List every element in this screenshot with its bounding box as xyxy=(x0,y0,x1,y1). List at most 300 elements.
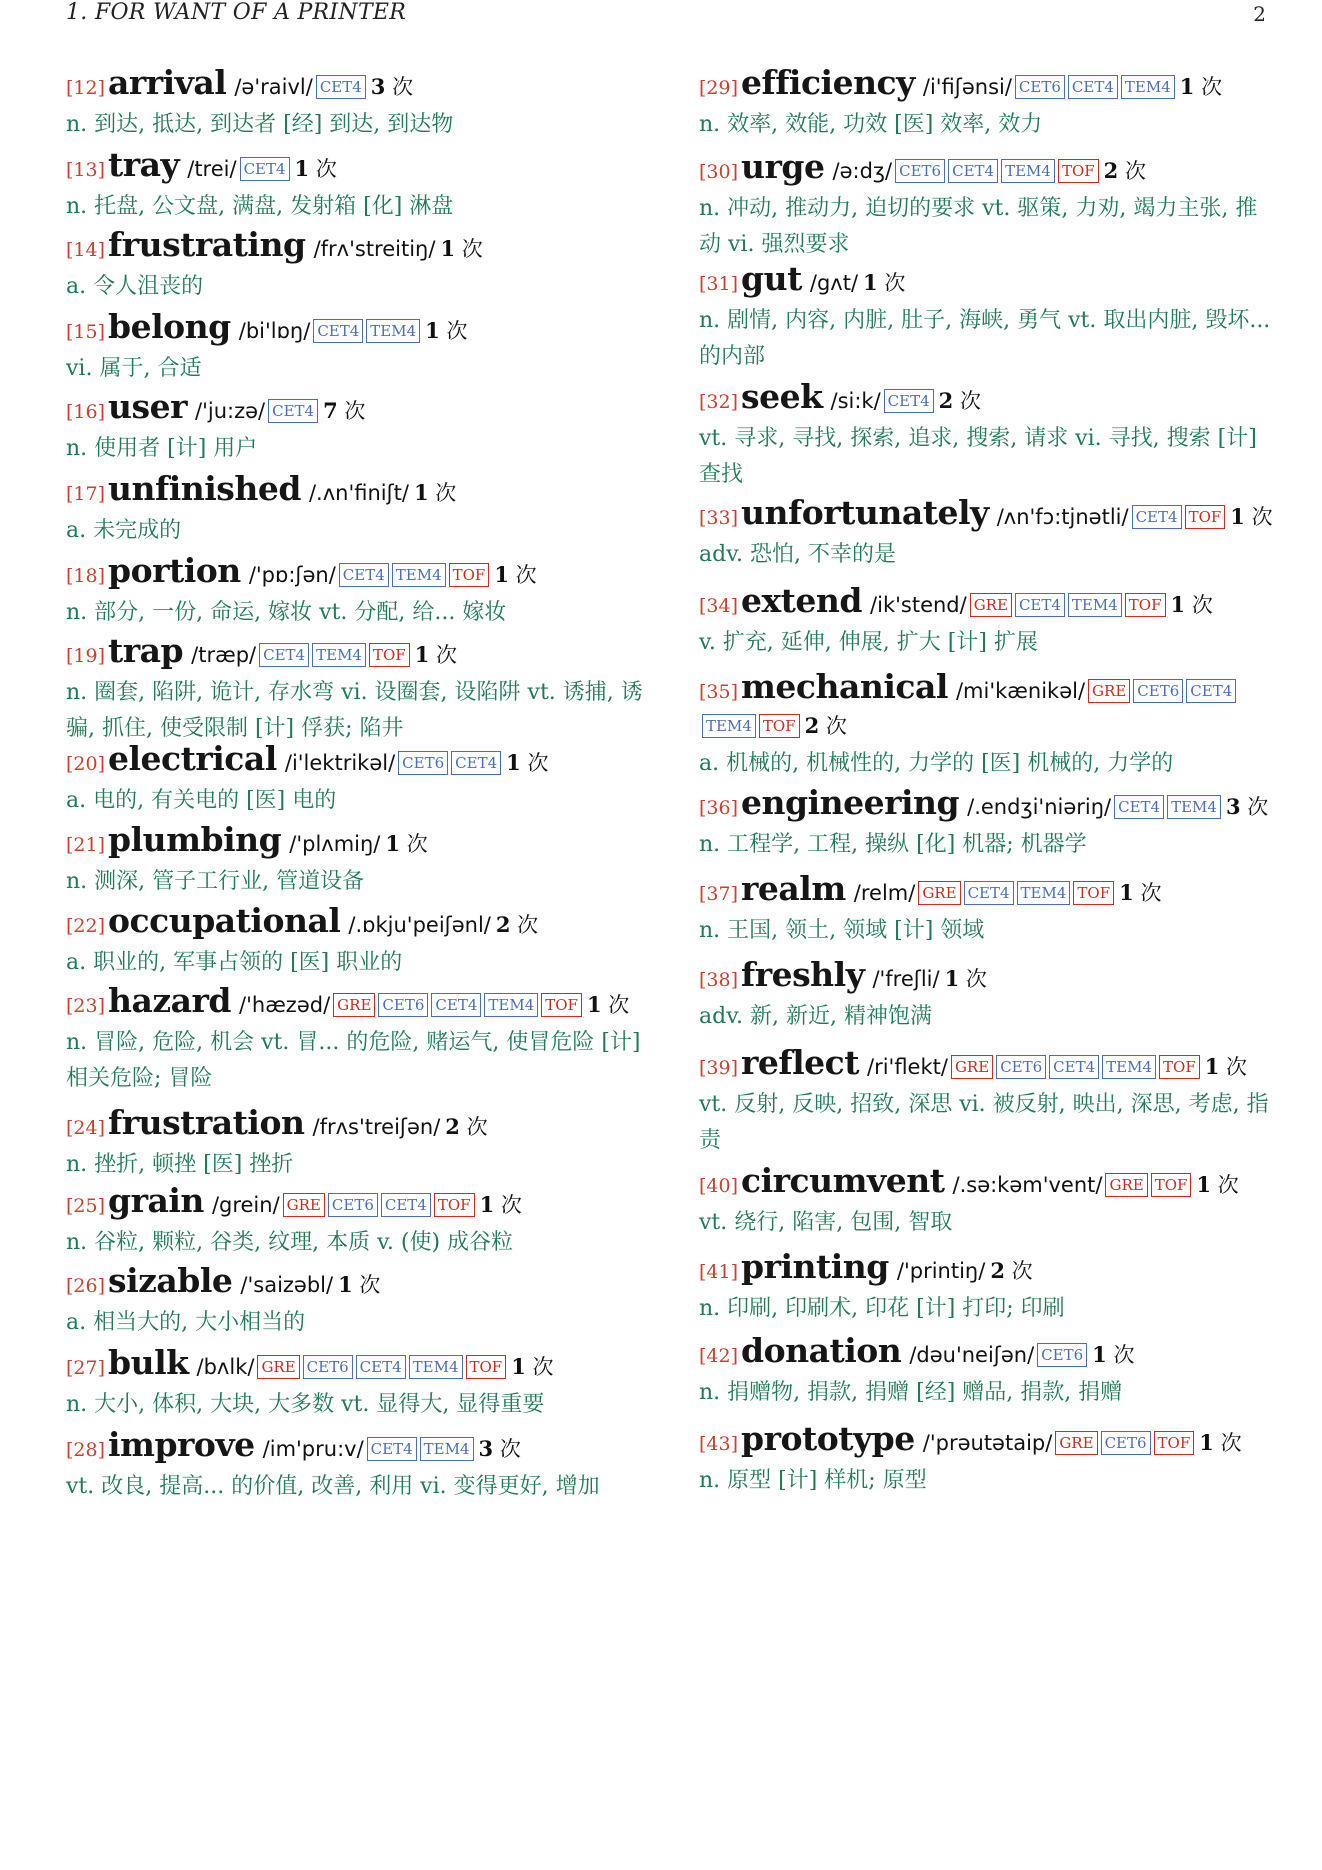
frequency-unit: 次 xyxy=(315,157,337,181)
definition: n. 测深, 管子工行业, 管道设备 xyxy=(66,869,365,894)
frequency-unit: 次 xyxy=(884,271,906,295)
vocab-entry xyxy=(66,469,644,549)
entry-headline xyxy=(66,631,644,673)
vocab-entry xyxy=(699,259,1277,375)
exam-tag: CET4 xyxy=(381,1193,431,1217)
exam-tag: CET4 xyxy=(268,399,318,423)
exam-tag: CET6 xyxy=(328,1193,378,1217)
chapter-title: 1. FOR WANT OF A PRINTER xyxy=(66,0,407,25)
definition: vt. 绕行, 陷害, 包围, 智取 xyxy=(699,1210,953,1235)
entry-headline xyxy=(699,667,1277,744)
exam-tag: GRE xyxy=(918,881,960,905)
frequency-number: 1 xyxy=(413,480,429,505)
pronunciation: /si:k/ xyxy=(830,389,881,413)
exam-tag: CET4 xyxy=(339,563,389,587)
frequency-unit: 次 xyxy=(965,967,987,991)
definition: a. 相当大的, 大小相当的 xyxy=(66,1310,306,1335)
exam-tag: CET4 xyxy=(431,993,481,1017)
entry-number: [23] xyxy=(66,995,106,1017)
frequency-count xyxy=(479,1437,521,1461)
vocab-entry xyxy=(699,1043,1277,1159)
exam-tag: CET6 xyxy=(378,993,428,1017)
exam-tag: GRE xyxy=(283,1193,325,1217)
frequency-count xyxy=(1230,505,1272,529)
pronunciation: /trei/ xyxy=(187,157,237,181)
headword: user xyxy=(108,387,187,426)
pronunciation: /frʌ'streitiŋ/ xyxy=(313,237,436,261)
pronunciation: /dəu'neiʃən/ xyxy=(909,1343,1035,1367)
headword: extend xyxy=(741,581,862,620)
pronunciation: /bʌlk/ xyxy=(196,1355,255,1379)
frequency-unit: 次 xyxy=(515,563,537,587)
frequency-count xyxy=(480,1193,522,1217)
entry-number: [27] xyxy=(66,1357,106,1379)
vocab-entry xyxy=(699,955,1277,1035)
headword: occupational xyxy=(108,901,341,940)
definition: a. 电的, 有关电的 [医] 电的 xyxy=(66,788,337,813)
entry-number: [43] xyxy=(699,1433,739,1455)
exam-tag: TEM4 xyxy=(702,714,756,738)
exam-tag: TEM4 xyxy=(1068,593,1122,617)
frequency-count xyxy=(945,967,987,991)
pronunciation: /'ju:zə/ xyxy=(195,399,266,423)
definition: n. 谷粒, 颗粒, 谷类, 纹理, 本质 v. (使) 成谷粒 xyxy=(66,1230,514,1255)
definition: n. 使用者 [计] 用户 xyxy=(66,436,258,461)
entry-number: [15] xyxy=(66,321,106,343)
frequency-count xyxy=(414,481,456,505)
vocab-entry xyxy=(66,551,644,631)
entry-headline xyxy=(699,377,1277,419)
pronunciation: /ik'stend/ xyxy=(870,593,967,617)
definition: vt. 反射, 反映, 招致, 深思 vi. 被反射, 映出, 深思, 考虑, 指责 xyxy=(699,1092,1269,1153)
vocab-entry xyxy=(66,631,644,747)
frequency-count xyxy=(425,319,467,343)
exam-tag: CET4 xyxy=(451,751,501,775)
frequency-count xyxy=(990,1259,1032,1283)
exam-tag: TEM4 xyxy=(1017,881,1071,905)
exam-tag: TOF xyxy=(466,1355,507,1379)
pronunciation: /'freʃli/ xyxy=(872,967,940,991)
headword: belong xyxy=(108,307,231,346)
exam-tag: CET6 xyxy=(895,159,945,183)
entry-number: [18] xyxy=(66,565,106,587)
vocab-entry xyxy=(66,307,644,387)
definition: a. 机械的, 机械性的, 力学的 [医] 机械的, 力学的 xyxy=(699,751,1174,776)
frequency-unit: 次 xyxy=(825,714,847,738)
frequency-unit: 次 xyxy=(1140,881,1162,905)
entry-number: [14] xyxy=(66,239,106,261)
exam-tag: CET4 xyxy=(367,1437,417,1461)
frequency-unit: 次 xyxy=(392,75,414,99)
pronunciation: /'pɒ:ʃən/ xyxy=(248,563,336,587)
vocab-entry xyxy=(699,1161,1277,1241)
entry-headline xyxy=(699,783,1277,825)
exam-tag: GRE xyxy=(970,593,1012,617)
entry-headline xyxy=(699,147,1277,189)
pronunciation: /'prəutətaip/ xyxy=(922,1431,1053,1455)
headword: portion xyxy=(108,551,241,590)
vocab-entry xyxy=(66,1425,644,1505)
definition: n. 圈套, 陷阱, 诡计, 存水弯 vi. 设圈套, 设陷阱 vt. 诱捕, 诱骗, 抓住, 使受限制 [计] 俘获; 陷井 xyxy=(66,680,643,741)
entry-headline xyxy=(66,469,644,511)
vocab-entry xyxy=(66,1261,644,1341)
frequency-unit: 次 xyxy=(1113,1343,1135,1367)
entry-headline xyxy=(66,1103,644,1145)
frequency-count xyxy=(338,1273,380,1297)
headword: donation xyxy=(741,1331,902,1370)
entry-number: [34] xyxy=(699,595,739,617)
definition: a. 未完成的 xyxy=(66,518,182,543)
frequency-number: 1 xyxy=(1092,1342,1107,1367)
entry-headline xyxy=(66,820,644,862)
frequency-unit: 次 xyxy=(436,643,457,667)
frequency-unit: 次 xyxy=(406,832,428,856)
vocab-entry xyxy=(699,869,1277,949)
headword: grain xyxy=(108,1181,204,1220)
entry-headline xyxy=(699,63,1277,105)
frequency-number: 2 xyxy=(990,1258,1005,1283)
frequency-count xyxy=(371,75,413,99)
frequency-number: 3 xyxy=(1225,794,1241,819)
frequency-unit: 次 xyxy=(527,751,549,775)
exam-tag: CET6 xyxy=(1101,1431,1151,1455)
pronunciation: /i'fiʃənsi/ xyxy=(922,75,1012,99)
headword: realm xyxy=(741,869,846,908)
frequency-unit: 次 xyxy=(959,389,981,413)
definition: n. 捐赠物, 捐款, 捐赠 [经] 赠品, 捐款, 捐赠 xyxy=(699,1380,1123,1405)
frequency-number: 2 xyxy=(804,713,820,738)
entry-headline xyxy=(66,63,644,105)
exam-tag: TEM4 xyxy=(312,643,366,667)
frequency-number: 2 xyxy=(445,1114,460,1139)
entry-number: [31] xyxy=(699,273,739,295)
definition: n. 冒险, 危险, 机会 vt. 冒... 的危险, 赌运气, 使冒危险 [计] 相关危险; 冒险 xyxy=(66,1030,641,1091)
definition: a. 职业的, 军事占领的 [医] 职业的 xyxy=(66,950,403,975)
vocab-entry xyxy=(699,783,1277,863)
frequency-unit: 次 xyxy=(446,319,468,343)
pronunciation: /ri'flekt/ xyxy=(867,1055,948,1079)
exam-tag: TOF xyxy=(1185,505,1226,529)
definition: n. 挫折, 顿挫 [医] 挫折 xyxy=(66,1152,294,1177)
entry-headline xyxy=(66,1261,644,1303)
definition: v. 扩充, 延伸, 伸展, 扩大 [计] 扩展 xyxy=(699,630,1038,655)
frequency-number: 1 xyxy=(494,562,509,587)
frequency-number: 1 xyxy=(863,270,878,295)
vocab-entry xyxy=(66,1103,644,1183)
frequency-unit: 次 xyxy=(1220,1431,1242,1455)
frequency-count xyxy=(496,913,538,937)
frequency-number: 1 xyxy=(1170,592,1186,617)
frequency-count xyxy=(295,157,337,181)
headword: urge xyxy=(741,147,825,186)
vocab-entry xyxy=(66,1343,644,1423)
vocab-entry xyxy=(66,739,644,819)
frequency-count xyxy=(863,271,905,295)
entry-number: [24] xyxy=(66,1117,106,1139)
frequency-unit: 次 xyxy=(1201,75,1223,99)
entry-number: [36] xyxy=(699,797,739,819)
headword: seek xyxy=(741,377,823,416)
entry-number: [41] xyxy=(699,1261,739,1283)
frequency-number: 1 xyxy=(511,1354,526,1379)
headword: gut xyxy=(741,259,802,298)
vocab-entry xyxy=(699,63,1277,143)
frequency-unit: 次 xyxy=(608,993,630,1017)
entry-headline xyxy=(699,869,1277,911)
pronunciation: /.endʒi'niəriŋ/ xyxy=(967,795,1112,819)
frequency-number: 2 xyxy=(938,388,954,413)
definition: n. 原型 [计] 样机; 原型 xyxy=(699,1468,927,1493)
frequency-number: 3 xyxy=(478,1436,494,1461)
frequency-count xyxy=(506,751,548,775)
frequency-unit: 次 xyxy=(499,1437,521,1461)
headword: frustrating xyxy=(108,225,306,264)
entry-headline xyxy=(699,1247,1277,1289)
entry-number: [26] xyxy=(66,1275,106,1297)
pronunciation: /gʌt/ xyxy=(809,271,859,295)
entry-number: [37] xyxy=(699,883,739,905)
entry-headline xyxy=(699,259,1277,301)
entry-number: [28] xyxy=(66,1439,106,1461)
definition: adv. 恐怕, 不幸的是 xyxy=(699,542,896,567)
exam-tag: TEM4 xyxy=(420,1437,474,1461)
entry-number: [42] xyxy=(699,1345,739,1367)
exam-tag: TOF xyxy=(369,643,410,667)
entry-number: [38] xyxy=(699,969,739,991)
definition: n. 部分, 一份, 命运, 嫁妆 vt. 分配, 给... 嫁妆 xyxy=(66,600,507,625)
exam-tag: CET6 xyxy=(1037,1343,1087,1367)
frequency-unit: 次 xyxy=(344,399,366,423)
pronunciation: /'printiŋ/ xyxy=(896,1259,986,1283)
exam-tag: CET6 xyxy=(996,1055,1046,1079)
frequency-number: 2 xyxy=(495,912,511,937)
entry-headline xyxy=(66,551,644,593)
exam-tag: CET6 xyxy=(303,1355,353,1379)
vocab-entry xyxy=(699,1247,1277,1327)
frequency-number: 1 xyxy=(1204,1054,1220,1079)
headword: tray xyxy=(108,145,180,184)
frequency-count xyxy=(445,1115,487,1139)
frequency-number: 1 xyxy=(1196,1172,1212,1197)
frequency-unit: 次 xyxy=(532,1355,554,1379)
pronunciation: /.ɒkju'peiʃənl/ xyxy=(348,913,491,937)
pronunciation: /'saizəbl/ xyxy=(240,1273,334,1297)
exam-tag: TOF xyxy=(1058,159,1099,183)
frequency-count xyxy=(323,399,365,423)
exam-tag: CET4 xyxy=(316,75,366,99)
exam-tag: TOF xyxy=(541,993,582,1017)
entry-headline xyxy=(66,1343,644,1385)
frequency-unit: 次 xyxy=(500,1193,522,1217)
frequency-number: 7 xyxy=(323,398,338,423)
pronunciation: /grein/ xyxy=(211,1193,280,1217)
exam-tag: TEM4 xyxy=(484,993,538,1017)
entry-headline xyxy=(66,1425,644,1467)
vocab-entry xyxy=(66,387,644,467)
entry-headline xyxy=(66,1181,644,1223)
exam-tag: GRE xyxy=(333,993,375,1017)
frequency-number: 1 xyxy=(1199,1430,1214,1455)
vocab-entry xyxy=(699,377,1277,493)
frequency-number: 1 xyxy=(440,236,456,261)
definition: vi. 属于, 合适 xyxy=(66,356,202,381)
vocab-entry xyxy=(66,63,644,143)
frequency-count xyxy=(1119,881,1161,905)
exam-tag: TOF xyxy=(449,563,490,587)
exam-tag: CET4 xyxy=(240,157,290,181)
frequency-count xyxy=(1180,75,1222,99)
entry-headline xyxy=(699,955,1277,997)
entry-headline xyxy=(66,981,644,1023)
exam-tag: TEM4 xyxy=(409,1355,463,1379)
frequency-unit: 次 xyxy=(359,1273,381,1297)
vocab-entry xyxy=(66,225,644,305)
exam-tag: CET6 xyxy=(1133,679,1183,703)
entry-number: [33] xyxy=(699,507,739,529)
vocab-entry xyxy=(699,493,1277,573)
frequency-number: 1 xyxy=(506,750,521,775)
definition: n. 托盘, 公文盘, 满盘, 发射箱 [化] 淋盘 xyxy=(66,194,454,219)
frequency-count xyxy=(415,643,457,667)
exam-tag: CET6 xyxy=(398,751,448,775)
definition: vt. 寻求, 寻找, 探索, 追求, 搜索, 请求 vi. 寻找, 搜索 [计] 查找 xyxy=(699,426,1257,487)
entry-headline xyxy=(66,225,644,267)
frequency-number: 1 xyxy=(414,642,430,667)
exam-tag: GRE xyxy=(1088,679,1130,703)
definition: vt. 改良, 提高... 的价值, 改善, 利用 vi. 变得更好, 增加 xyxy=(66,1474,600,1499)
exam-tag: TEM4 xyxy=(1167,795,1221,819)
exam-tag: CET4 xyxy=(1132,505,1182,529)
frequency-count xyxy=(1205,1055,1247,1079)
frequency-number: 1 xyxy=(425,318,440,343)
frequency-number: 1 xyxy=(1119,880,1134,905)
entry-number: [19] xyxy=(66,645,106,667)
entry-headline xyxy=(66,145,644,187)
pronunciation: /i'lektrikəl/ xyxy=(284,751,396,775)
page-number: 2 xyxy=(1253,2,1266,26)
pronunciation: /'hæzəd/ xyxy=(239,993,331,1017)
entry-number: [12] xyxy=(66,77,106,99)
pronunciation: /.sə:kəm'vent/ xyxy=(952,1173,1103,1197)
entry-headline xyxy=(699,1161,1277,1203)
headword: sizable xyxy=(108,1261,233,1300)
entry-headline xyxy=(699,581,1277,623)
frequency-count xyxy=(1226,795,1268,819)
pronunciation: /ə:dʒ/ xyxy=(832,159,893,183)
exam-tag: TOF xyxy=(1073,881,1114,905)
frequency-unit: 次 xyxy=(1251,505,1273,529)
frequency-unit: 次 xyxy=(435,481,457,505)
headword: improve xyxy=(108,1425,255,1464)
vocab-entry xyxy=(699,667,1277,782)
frequency-unit: 次 xyxy=(1247,795,1269,819)
pronunciation: /mi'kænikəl/ xyxy=(955,679,1086,703)
vocab-entry xyxy=(66,820,644,900)
exam-tag: CET4 xyxy=(356,1355,406,1379)
headword: frustration xyxy=(108,1103,305,1142)
exam-tag: CET4 xyxy=(1186,679,1236,703)
vocab-entry xyxy=(699,1331,1277,1411)
headword: reflect xyxy=(741,1043,859,1082)
exam-tag: GRE xyxy=(1105,1173,1147,1197)
entry-number: [29] xyxy=(699,77,739,99)
frequency-number: 3 xyxy=(370,74,386,99)
exam-tag: TEM4 xyxy=(392,563,446,587)
pronunciation: /'plʌmiŋ/ xyxy=(289,832,381,856)
frequency-count xyxy=(805,714,847,738)
exam-tag: GRE xyxy=(1055,1431,1097,1455)
headword: freshly xyxy=(741,955,865,994)
exam-tag: TEM4 xyxy=(366,319,420,343)
headword: electrical xyxy=(108,739,277,778)
definition: n. 工程学, 工程, 操纵 [化] 机器; 机器学 xyxy=(699,832,1087,857)
frequency-count xyxy=(1104,159,1146,183)
exam-tag: CET4 xyxy=(1049,1055,1099,1079)
frequency-count xyxy=(1171,593,1213,617)
exam-tag: TEM4 xyxy=(1001,159,1055,183)
frequency-count xyxy=(1092,1343,1134,1367)
frequency-number: 1 xyxy=(294,156,310,181)
headword: hazard xyxy=(108,981,231,1020)
frequency-count xyxy=(440,237,482,261)
frequency-count xyxy=(385,832,427,856)
headword: trap xyxy=(108,631,184,670)
exam-tag: CET4 xyxy=(259,643,309,667)
entry-headline xyxy=(66,901,644,943)
vocab-entry xyxy=(699,1419,1277,1499)
exam-tag: CET4 xyxy=(1015,593,1065,617)
entry-number: [13] xyxy=(66,159,106,181)
pronunciation: /bi'lɒŋ/ xyxy=(238,319,311,343)
frequency-count xyxy=(1196,1173,1238,1197)
exam-tag: CET4 xyxy=(948,159,998,183)
frequency-count xyxy=(511,1355,553,1379)
pronunciation: /frʌs'treiʃən/ xyxy=(312,1115,441,1139)
vocab-entry xyxy=(66,145,644,225)
definition: adv. 新, 新近, 精神饱满 xyxy=(699,1004,932,1029)
entry-headline xyxy=(66,739,644,781)
exam-tag: TEM4 xyxy=(1121,75,1175,99)
frequency-unit: 次 xyxy=(1011,1259,1033,1283)
frequency-count xyxy=(939,389,981,413)
entry-number: [16] xyxy=(66,401,106,423)
pronunciation: /træp/ xyxy=(191,643,257,667)
headword: efficiency xyxy=(741,63,915,102)
definition: a. 令人沮丧的 xyxy=(66,274,204,299)
headword: engineering xyxy=(741,783,960,822)
entry-headline xyxy=(66,387,644,429)
entry-number: [20] xyxy=(66,753,106,775)
exam-tag: GRE xyxy=(257,1355,299,1379)
frequency-number: 1 xyxy=(1230,504,1245,529)
definition: n. 剧情, 内容, 内脏, 肚子, 海峡, 勇气 vt. 取出内脏, 毁坏... 的内部 xyxy=(699,308,1271,369)
headword: printing xyxy=(741,1247,889,1286)
definition: n. 印刷, 印刷术, 印花 [计] 打印; 印刷 xyxy=(699,1296,1065,1321)
frequency-count xyxy=(1199,1431,1241,1455)
pronunciation: /ə'raivl/ xyxy=(234,75,313,99)
frequency-unit: 次 xyxy=(1124,159,1146,183)
headword: prototype xyxy=(741,1419,915,1458)
entry-number: [17] xyxy=(66,483,106,505)
frequency-unit: 次 xyxy=(517,913,539,937)
vocab-entry xyxy=(66,981,644,1097)
headword: plumbing xyxy=(108,820,282,859)
entry-number: [22] xyxy=(66,915,106,937)
headword: mechanical xyxy=(741,667,948,706)
exam-tag: TEM4 xyxy=(1102,1055,1156,1079)
exam-tag: CET4 xyxy=(884,389,934,413)
entry-number: [30] xyxy=(699,161,739,183)
